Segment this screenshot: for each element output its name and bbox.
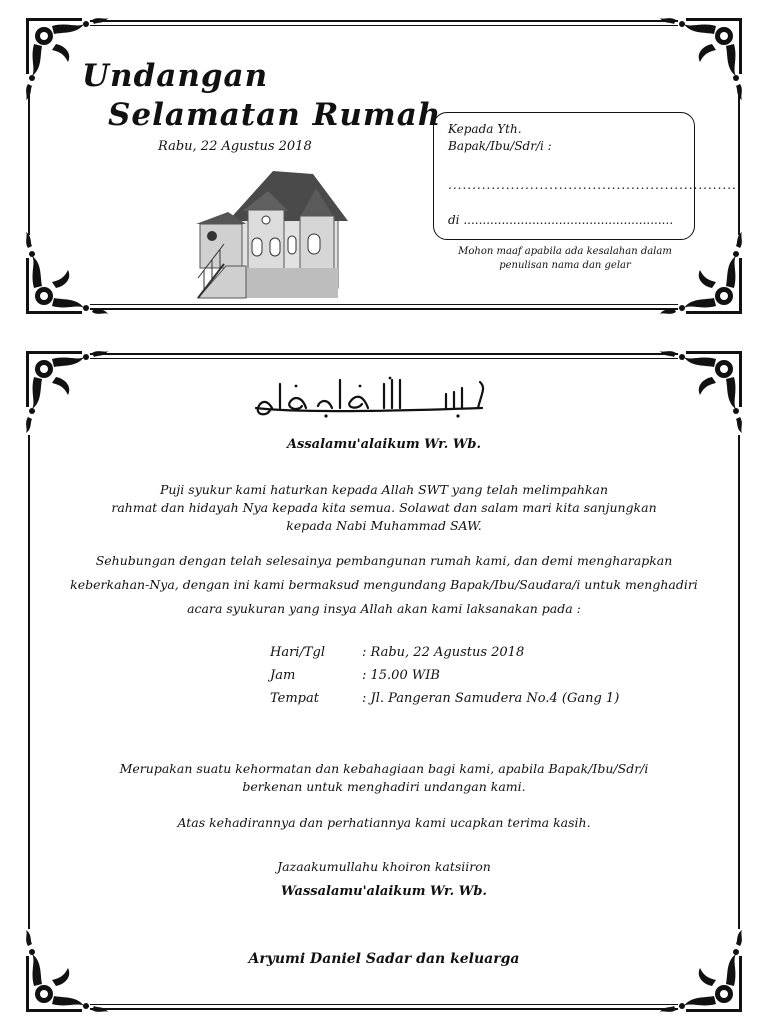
host-signature: Aryumi Daniel Sadar dan keluarga: [248, 951, 520, 967]
address-recipient-label: Bapak/Ibu/Sdr/i :: [448, 139, 552, 153]
cover-top-border-inner: [90, 25, 678, 26]
cover-top-border: [90, 20, 678, 22]
invitation-title-line2: Selamatan Rumah: [108, 97, 442, 133]
ornament-corner-icon: [22, 347, 112, 437]
bismillah-calligraphy-icon: [250, 372, 490, 422]
paragraph-3-line-2: berkenan untuk menghadiri undangan kami.: [242, 779, 526, 794]
paragraph-1-line-1: Puji syukur kami haturkan kepada Allah SWT yang telah melimpahkan: [159, 482, 609, 497]
apology-note: Mohon maaf apabila ada kesalahan dalam penulisan nama dan gelar: [458, 246, 672, 271]
detail-value: : Jl. Pangeran Samudera No.4 (Gang 1): [362, 691, 620, 706]
ornament-corner-icon: [22, 228, 112, 318]
ornament-corner-icon: [656, 926, 746, 1016]
paragraph-2-line-1: Sehubungan dengan telah selesainya pembangunan rumah kami, dan demi mengharapkan: [95, 553, 673, 568]
detail-label: Tempat: [270, 691, 319, 706]
letter-top-border-inner: [90, 358, 678, 359]
detail-row-time: [270, 668, 440, 683]
invitation-title-line1: Undangan: [82, 58, 269, 94]
cover-bottom-border-inner: [90, 304, 678, 305]
cover-date: Rabu, 22 Agustus 2018: [158, 139, 312, 154]
letter-left-border: [28, 435, 30, 929]
recipient-name-line: ............................................................: [448, 178, 737, 192]
recipient-location-line: di .......................................................: [448, 213, 674, 227]
cover-left-border: [28, 95, 30, 235]
paragraph-4: Atas kehadirannya dan perhatiannya kami ucapkan terima kasih.: [177, 815, 591, 830]
greeting: Assalamu'alaikum Wr. Wb.: [286, 437, 482, 452]
detail-value: : 15.00 WIB: [362, 668, 440, 683]
closing-prayer: Jazaakumullahu khoiron katsiiron: [277, 859, 491, 874]
closing-salam: Wassalamu'alaikum Wr. Wb.: [281, 884, 487, 899]
cover-bottom-border: [90, 308, 678, 310]
ornament-corner-icon: [656, 14, 746, 104]
cover-right-border: [738, 95, 740, 235]
detail-value: : Rabu, 22 Agustus 2018: [362, 645, 525, 660]
paragraph-2-line-3: acara syukuran yang insya Allah akan kami laksanakan pada :: [187, 601, 581, 616]
letter-right-border: [738, 435, 740, 929]
paragraph-3-line-1: Merupakan suatu kehormatan dan kebahagiaan bagi kami, apabila Bapak/Ibu/Sdr/i: [119, 761, 649, 776]
detail-row-day: [270, 645, 524, 660]
paragraph-1-line-3: kepada Nabi Muhammad SAW.: [286, 518, 482, 533]
detail-label: Jam: [270, 668, 296, 683]
house-illustration-icon: [188, 166, 348, 301]
ornament-corner-icon: [656, 347, 746, 437]
letter-bottom-border: [90, 1008, 678, 1010]
ornament-corner-icon: [22, 926, 112, 1016]
ornament-corner-icon: [656, 228, 746, 318]
detail-label: Hari/Tgl: [270, 645, 325, 660]
letter-top-border: [90, 353, 678, 355]
address-to: Kepada Yth.: [448, 122, 522, 136]
invitation-cover: [0, 0, 768, 330]
detail-row-place: [270, 691, 619, 706]
recipient-address-box: [433, 112, 737, 240]
letter-bottom-border-inner: [90, 1004, 678, 1005]
paragraph-2-line-2: keberkahan-Nya, dengan ini kami bermaksud mengundang Bapak/Ibu/Saudara/i untuk menghadiri: [70, 577, 698, 592]
paragraph-1-line-2: rahmat dan hidayah Nya kepada kita semua. Solawat dan salam mari kita sanjungkan: [111, 500, 657, 515]
